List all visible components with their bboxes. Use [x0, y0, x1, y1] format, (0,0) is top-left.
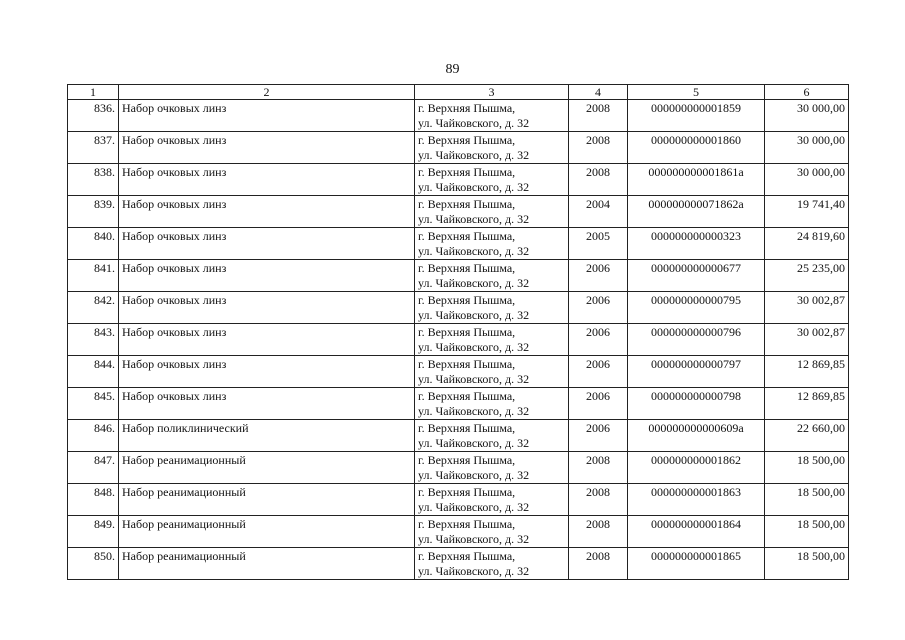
- address-street: ул. Чайковского, д. 32: [418, 340, 530, 354]
- table-row: [68, 548, 849, 580]
- inventory-code: 000000000001859: [628, 100, 765, 132]
- address-street: ул. Чайковского, д. 32: [418, 180, 530, 194]
- table-row: [68, 228, 849, 260]
- column-header: 2: [119, 85, 415, 100]
- row-number: 837.: [68, 132, 119, 164]
- address-city: г. Верхняя Пышма,: [418, 357, 516, 371]
- item-cost: 30 002,87: [765, 292, 849, 324]
- item-address: [415, 452, 569, 484]
- inventory-code: 000000000000796: [628, 324, 765, 356]
- address-street: ул. Чайковского, д. 32: [418, 436, 530, 450]
- item-name: Набор реанимационный: [119, 484, 415, 516]
- inventory-code: 000000000000798: [628, 388, 765, 420]
- item-year: 2008: [569, 516, 628, 548]
- item-cost: 18 500,00: [765, 484, 849, 516]
- column-header: 3: [415, 85, 569, 100]
- inventory-code: 000000000000797: [628, 356, 765, 388]
- item-year: 2006: [569, 356, 628, 388]
- inventory-code: 000000000001864: [628, 516, 765, 548]
- address-street: ул. Чайковского, д. 32: [418, 148, 530, 162]
- item-address: [415, 356, 569, 388]
- column-header: 4: [569, 85, 628, 100]
- row-number: 850.: [68, 548, 119, 580]
- inventory-code: 000000000000795: [628, 292, 765, 324]
- item-name: Набор очковых линз: [119, 324, 415, 356]
- address-city: г. Верхняя Пышма,: [418, 133, 516, 147]
- item-name: Набор очковых линз: [119, 292, 415, 324]
- address-city: г. Верхняя Пышма,: [418, 261, 516, 275]
- item-name: Набор поликлинический: [119, 420, 415, 452]
- item-name: Набор очковых линз: [119, 388, 415, 420]
- address-city: г. Верхняя Пышма,: [418, 229, 516, 243]
- address-city: г. Верхняя Пышма,: [418, 549, 516, 563]
- item-address: [415, 228, 569, 260]
- item-address: [415, 100, 569, 132]
- item-name: Набор очковых линз: [119, 132, 415, 164]
- inventory-code: 000000000000677: [628, 260, 765, 292]
- row-number: 843.: [68, 324, 119, 356]
- item-cost: 12 869,85: [765, 356, 849, 388]
- table-row: [68, 260, 849, 292]
- item-year: 2005: [569, 228, 628, 260]
- item-address: [415, 292, 569, 324]
- item-name: Набор очковых линз: [119, 228, 415, 260]
- item-address: [415, 548, 569, 580]
- item-address: [415, 388, 569, 420]
- address-city: г. Верхняя Пышма,: [418, 101, 516, 115]
- address-city: г. Верхняя Пышма,: [418, 165, 516, 179]
- item-address: [415, 132, 569, 164]
- address-city: г. Верхняя Пышма,: [418, 197, 516, 211]
- row-number: 840.: [68, 228, 119, 260]
- item-year: 2006: [569, 292, 628, 324]
- row-number: 842.: [68, 292, 119, 324]
- item-address: [415, 420, 569, 452]
- inventory-code: 000000000001863: [628, 484, 765, 516]
- header-row: [68, 85, 849, 100]
- inventory-code: 000000000071862а: [628, 196, 765, 228]
- address-city: г. Верхняя Пышма,: [418, 517, 516, 531]
- item-name: Набор очковых линз: [119, 260, 415, 292]
- row-number: 846.: [68, 420, 119, 452]
- row-number: 845.: [68, 388, 119, 420]
- inventory-code: 000000000001860: [628, 132, 765, 164]
- address-city: г. Верхняя Пышма,: [418, 453, 516, 467]
- item-cost: 12 869,85: [765, 388, 849, 420]
- inventory-code: 000000000001865: [628, 548, 765, 580]
- item-cost: 18 500,00: [765, 516, 849, 548]
- item-cost: 22 660,00: [765, 420, 849, 452]
- item-year: 2006: [569, 260, 628, 292]
- row-number: 844.: [68, 356, 119, 388]
- item-address: [415, 164, 569, 196]
- item-address: [415, 260, 569, 292]
- table-row: [68, 196, 849, 228]
- address-street: ул. Чайковского, д. 32: [418, 276, 530, 290]
- address-street: ул. Чайковского, д. 32: [418, 564, 530, 578]
- address-city: г. Верхняя Пышма,: [418, 421, 516, 435]
- row-number: 838.: [68, 164, 119, 196]
- address-city: г. Верхняя Пышма,: [418, 325, 516, 339]
- inventory-table: [67, 84, 849, 580]
- address-street: ул. Чайковского, д. 32: [418, 212, 530, 226]
- address-city: г. Верхняя Пышма,: [418, 485, 516, 499]
- item-name: Набор очковых линз: [119, 100, 415, 132]
- table-row: [68, 356, 849, 388]
- column-header: 5: [628, 85, 765, 100]
- table-row: [68, 452, 849, 484]
- row-number: 849.: [68, 516, 119, 548]
- item-year: 2008: [569, 548, 628, 580]
- item-year: 2006: [569, 324, 628, 356]
- table-row: [68, 132, 849, 164]
- item-cost: 19 741,40: [765, 196, 849, 228]
- table-row: [68, 292, 849, 324]
- item-cost: 18 500,00: [765, 548, 849, 580]
- item-year: 2006: [569, 388, 628, 420]
- page-number: 89: [445, 62, 460, 77]
- item-name: Набор реанимационный: [119, 452, 415, 484]
- item-year: 2008: [569, 164, 628, 196]
- item-address: [415, 196, 569, 228]
- address-city: г. Верхняя Пышма,: [418, 389, 516, 403]
- address-street: ул. Чайковского, д. 32: [418, 404, 530, 418]
- inventory-code: 000000000001862: [628, 452, 765, 484]
- table-body: [68, 100, 849, 580]
- item-cost: 25 235,00: [765, 260, 849, 292]
- inventory-code: 000000000000609а: [628, 420, 765, 452]
- inventory-code: 000000000000323: [628, 228, 765, 260]
- address-street: ул. Чайковского, д. 32: [418, 244, 530, 258]
- item-year: 2004: [569, 196, 628, 228]
- item-cost: 18 500,00: [765, 452, 849, 484]
- item-cost: 30 000,00: [765, 164, 849, 196]
- item-name: Набор очковых линз: [119, 164, 415, 196]
- column-header: 1: [68, 85, 119, 100]
- address-street: ул. Чайковского, д. 32: [418, 532, 530, 546]
- item-year: 2008: [569, 100, 628, 132]
- item-name: Набор очковых линз: [119, 196, 415, 228]
- table-row: [68, 324, 849, 356]
- table-row: [68, 484, 849, 516]
- table-row: [68, 420, 849, 452]
- item-name: Набор очковых линз: [119, 356, 415, 388]
- inventory-code: 000000000001861а: [628, 164, 765, 196]
- row-number: 841.: [68, 260, 119, 292]
- table-row: [68, 516, 849, 548]
- column-header: 6: [765, 85, 849, 100]
- item-year: 2008: [569, 484, 628, 516]
- item-name: Набор реанимационный: [119, 516, 415, 548]
- row-number: 839.: [68, 196, 119, 228]
- table-row: [68, 164, 849, 196]
- row-number: 848.: [68, 484, 119, 516]
- item-address: [415, 516, 569, 548]
- item-year: 2008: [569, 132, 628, 164]
- item-address: [415, 484, 569, 516]
- address-street: ул. Чайковского, д. 32: [418, 372, 530, 386]
- address-street: ул. Чайковского, д. 32: [418, 308, 530, 322]
- address-street: ул. Чайковского, д. 32: [418, 468, 530, 482]
- address-city: г. Верхняя Пышма,: [418, 293, 516, 307]
- item-cost: 30 000,00: [765, 100, 849, 132]
- item-cost: 30 002,87: [765, 324, 849, 356]
- table-row: [68, 100, 849, 132]
- address-street: ул. Чайковского, д. 32: [418, 116, 530, 130]
- row-number: 847.: [68, 452, 119, 484]
- item-year: 2006: [569, 420, 628, 452]
- item-name: Набор реанимационный: [119, 548, 415, 580]
- row-number: 836.: [68, 100, 119, 132]
- item-cost: 24 819,60: [765, 228, 849, 260]
- item-address: [415, 324, 569, 356]
- item-year: 2008: [569, 452, 628, 484]
- address-street: ул. Чайковского, д. 32: [418, 500, 530, 514]
- table-row: [68, 388, 849, 420]
- table-header: [68, 85, 849, 100]
- item-cost: 30 000,00: [765, 132, 849, 164]
